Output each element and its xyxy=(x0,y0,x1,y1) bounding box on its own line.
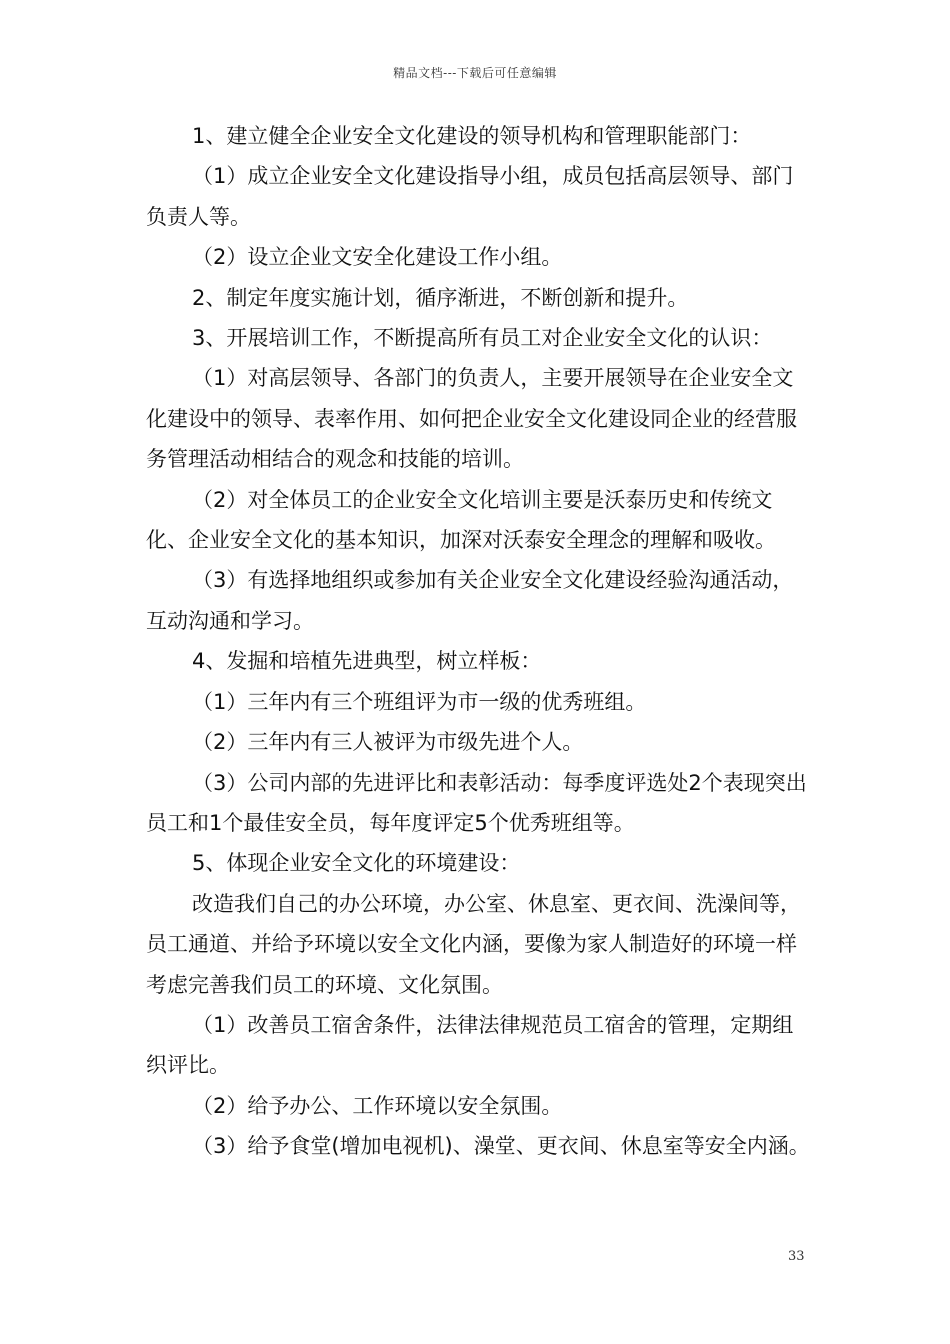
page-number: 33 xyxy=(788,1249,805,1264)
paragraph: （2）三年内有三人被评为市级先进个人。 xyxy=(192,730,584,755)
paragraph: （1）改善员工宿舍条件，法律法律规范员工宿舍的管理，定期组织评比。 xyxy=(146,1012,794,1078)
section-heading-2: 2、制定年度实施计划，循序渐进，不断创新和提升。 xyxy=(192,285,689,310)
paragraph: （3）给予食堂(增加电视机)、澡堂、更衣间、休息室等安全内涵。 xyxy=(192,1134,810,1159)
paragraph: （1）成立企业安全文化建设指导小组，成员包括高层领导、部门负责人等。 xyxy=(146,164,794,229)
section-heading-4: 4、发掘和培植先进典型，树立样板： xyxy=(192,649,542,674)
paragraph: 改造我们自己的办公环境，办公室、休息室、更衣间、洗澡间等，员工通道、并给予环境以安全文化内涵，要像为家人制造好的环境一样考虑完善我们员工的环境、文化氛围。 xyxy=(146,891,801,997)
paragraph: （1）三年内有三个班组评为市一级的优秀班组。 xyxy=(192,689,647,714)
page-header: 精品文档---下载后可任意编辑 xyxy=(393,66,557,80)
paragraph: （2）给予办公、工作环境以安全氛围。 xyxy=(192,1093,563,1118)
paragraph: （2）设立企业文安全化建设工作小组。 xyxy=(192,245,563,270)
document-body xyxy=(146,116,810,1167)
paragraph: （1）对高层领导、各部门的负责人，主要开展领导在企业安全文化建设中的领导、表率作用、如何把企业安全文化建设同企业的经营服务管理活动相结合的观念和技能的培训。 xyxy=(146,366,797,472)
paragraph: （3）有选择地组织或参加有关企业安全文化建设经验沟通活动，互动沟通和学习。 xyxy=(146,568,794,633)
paragraph: （2）对全体员工的企业安全文化培训主要是沃泰历史和传统文化、企业安全文化的基本知识，加深对沃泰安全理念的理解和吸收。 xyxy=(146,487,776,553)
paragraph: （3）公司内部的先进评比和表彰活动：每季度评选处2个表现突出员工和1个最佳安全员，每年度评定5个优秀班组等。 xyxy=(146,770,807,835)
section-heading-5: 5、体现企业安全文化的环境建设： xyxy=(192,851,521,876)
section-heading-3: 3、开展培训工作，不断提高所有员工对企业安全文化的认识： xyxy=(192,326,773,351)
section-heading-1: 1、建立健全企业安全文化建设的领导机构和管理职能部门： xyxy=(192,124,752,148)
